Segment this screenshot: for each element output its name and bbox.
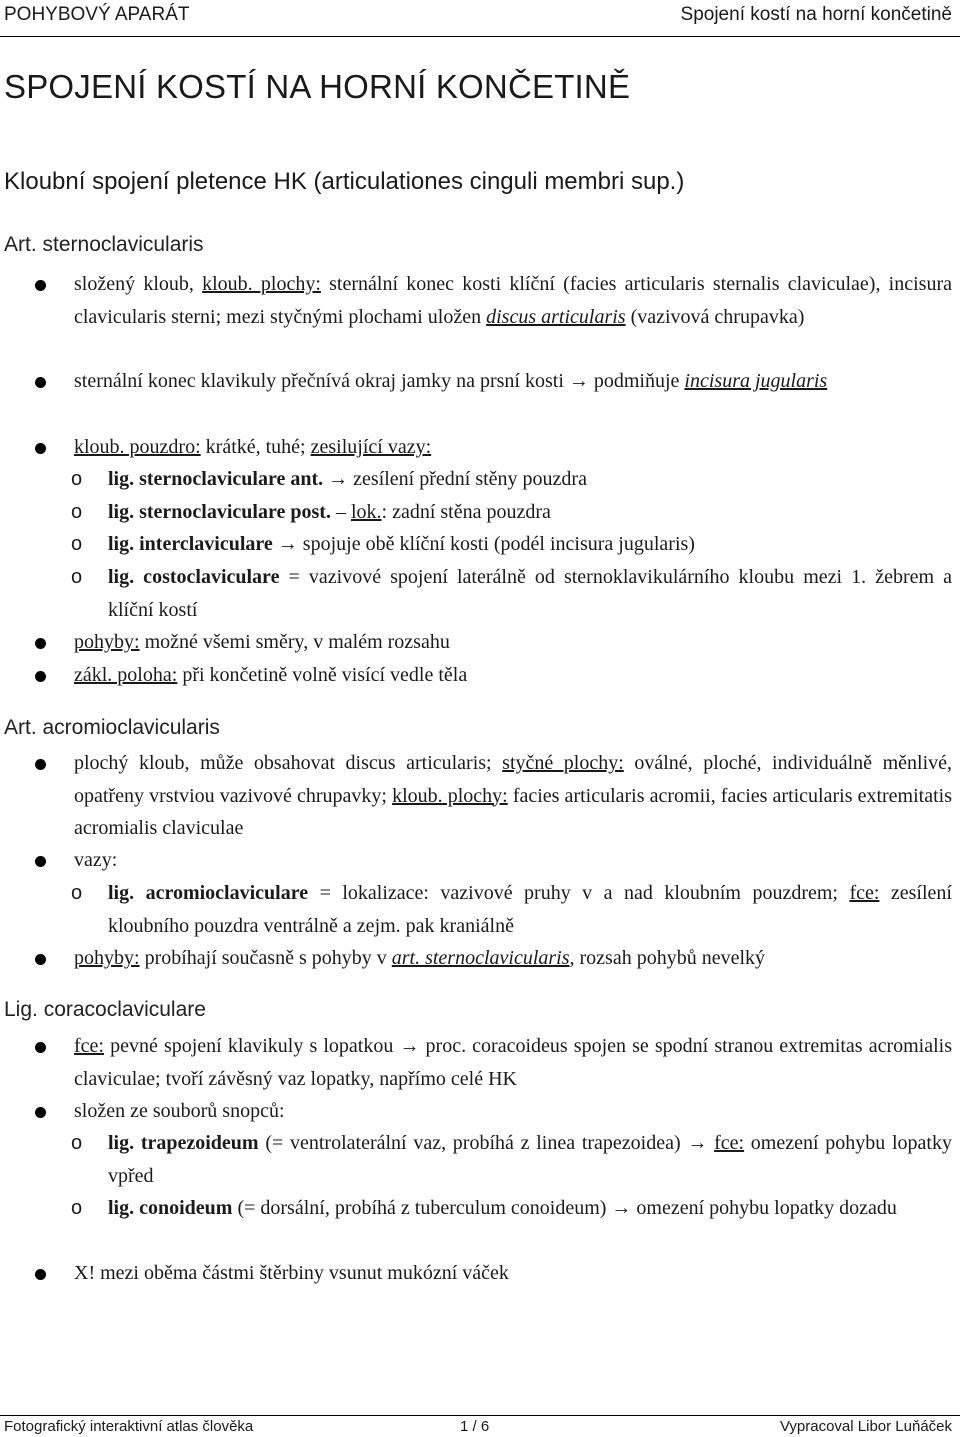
ligament-name: lig. trapezoideum bbox=[108, 1132, 259, 1154]
term-italic: discus articularis bbox=[486, 305, 626, 328]
text: → spojuje obě klíční kosti (podél incisura jugularis) bbox=[272, 533, 695, 555]
text: vazy: bbox=[74, 849, 118, 871]
bullet-icon bbox=[35, 671, 46, 682]
text: (= dorsální, probíhá z tuberculum conoideum) → omezení pohybu lopatky dozadu bbox=[232, 1197, 897, 1219]
ligament-name: lig. costoclaviculare bbox=[108, 566, 280, 588]
text: (vazivová chrupavka) bbox=[625, 305, 805, 328]
bullet-icon bbox=[35, 954, 46, 965]
text: : zadní stěna pouzdra bbox=[381, 501, 551, 523]
text: omezení pohybu lopatky vpřed bbox=[108, 1132, 952, 1187]
circle-bullet-icon: o bbox=[71, 468, 83, 490]
bullet-icon bbox=[35, 443, 46, 454]
term-label: kloub. plochy: bbox=[202, 273, 321, 295]
bullet-icon bbox=[35, 1269, 46, 1280]
circle-bullet-icon: o bbox=[71, 1132, 83, 1154]
text: krátké, tuhé; bbox=[200, 436, 311, 458]
term-label: pohyby: bbox=[74, 947, 140, 969]
ligament-name: lig. interclaviculare bbox=[108, 533, 273, 555]
footer-left: Fotografický interaktivní atlas člověka bbox=[4, 1418, 254, 1435]
footer-right: Vypracoval Libor Luňáček bbox=[779, 1418, 952, 1435]
page-header bbox=[0, 0, 960, 37]
ligament-name: lig. acromioclaviculare bbox=[108, 882, 309, 904]
circle-bullet-icon: o bbox=[71, 501, 83, 523]
section-heading-coracoclaviculare: Lig. coracoclaviculare bbox=[4, 998, 206, 1021]
text: → zesílení přední stěny pouzdra bbox=[323, 468, 587, 490]
text: probíhají současně s pohyby v bbox=[139, 947, 392, 969]
term-label: fce: bbox=[849, 882, 880, 904]
text: , rozsah pohybů nevelký bbox=[569, 947, 766, 969]
page-subtitle: Kloubní spojení pletence HK (articulationes cinguli membri sup.) bbox=[4, 168, 685, 195]
circle-bullet-icon: o bbox=[71, 533, 83, 555]
circle-bullet-icon: o bbox=[71, 566, 83, 588]
term-label: fce: bbox=[74, 1035, 104, 1057]
text: sternální konec kosti klíční (facies articularis sternalis claviculae), incisura clavicularis sterni; mezi styčnými plochami uložen bbox=[74, 273, 952, 328]
ligament-name: lig. conoideum bbox=[108, 1197, 233, 1219]
header-right: Spojení kostí na horní končetině bbox=[680, 4, 952, 25]
term-label: styčné plochy: bbox=[502, 752, 624, 774]
text: = lokalizace: vazivové pruhy v a nad kloubním pouzdrem; bbox=[308, 882, 850, 904]
term-label: kloub. plochy: bbox=[392, 784, 508, 807]
text: oválné, ploché, individuálně měnlivé, opatřeny vrstviou vazivové chrupavky; bbox=[74, 752, 953, 807]
text: facies articularis acromii, facies articularis extremitatis acromialis claviculae bbox=[74, 784, 953, 839]
bullet-icon bbox=[35, 759, 46, 770]
bullet-icon bbox=[35, 280, 46, 291]
header-left: POHYBOVÝ APARÁT bbox=[4, 4, 190, 25]
text: zesílení kloubního pouzdra ventrálně a zejm. pak kraniálně bbox=[108, 882, 952, 937]
term-italic: incisura jugularis bbox=[684, 370, 828, 392]
term-label: pohyby: bbox=[74, 631, 140, 653]
term-label: lok. bbox=[350, 501, 382, 523]
bullet-icon bbox=[35, 1107, 46, 1118]
page-title: SPOJENÍ KOSTÍ NA HORNÍ KONČETINĚ bbox=[4, 68, 631, 105]
text: (= ventrolaterální vaz, probíhá z linea trapezoidea) → bbox=[258, 1132, 715, 1154]
bullet-icon bbox=[35, 1042, 46, 1053]
term-label: kloub. pouzdro: bbox=[74, 436, 201, 458]
text: plochý kloub, může obsahovat discus articularis; bbox=[74, 752, 503, 774]
text: při končetině volně visící vedle těla bbox=[177, 664, 468, 686]
page-footer bbox=[0, 1415, 960, 1437]
section-heading-sternoclavicularis: Art. sternoclavicularis bbox=[4, 233, 204, 256]
term-label: zesilující vazy: bbox=[310, 436, 432, 458]
term-label: fce: bbox=[714, 1132, 745, 1154]
circle-bullet-icon: o bbox=[71, 882, 83, 904]
text: – bbox=[330, 501, 351, 523]
text: pevné spojení klavikuly s lopatkou → proc. coracoideus spojen se spodní stranou extremitas acromialis claviculae; tvoří závěsný vaz lopatky, napřímo celé HK bbox=[74, 1035, 952, 1090]
ligament-name: lig. sternoclaviculare ant. bbox=[108, 468, 324, 490]
circle-bullet-icon: o bbox=[71, 1197, 83, 1219]
text: X! mezi oběma částmi štěrbiny vsunut mukózní váček bbox=[74, 1262, 509, 1284]
term-label: zákl. poloha: bbox=[74, 664, 178, 686]
page-number: 1 / 6 bbox=[460, 1418, 490, 1435]
text: = vazivové spojení laterálně od sternoklavikulárního kloubu mezi 1. žebrem a klíční kostí bbox=[108, 566, 952, 621]
text: složen ze souborů snopců: bbox=[74, 1100, 285, 1122]
bullet-icon bbox=[35, 856, 46, 867]
text: sternální konec klavikuly přečnívá okraj jamky na prsní kosti → podmiňuje bbox=[74, 370, 685, 392]
ligament-name: lig. sternoclaviculare post. bbox=[108, 501, 331, 523]
text: možné všemi směry, v malém rozsahu bbox=[139, 631, 450, 653]
term-italic: art. sternoclavicularis bbox=[391, 947, 570, 969]
text: složený kloub, bbox=[74, 273, 203, 295]
bullet-icon bbox=[35, 638, 46, 649]
bullet-icon bbox=[35, 377, 46, 388]
section-heading-acromioclavicularis: Art. acromioclavicularis bbox=[4, 716, 220, 739]
